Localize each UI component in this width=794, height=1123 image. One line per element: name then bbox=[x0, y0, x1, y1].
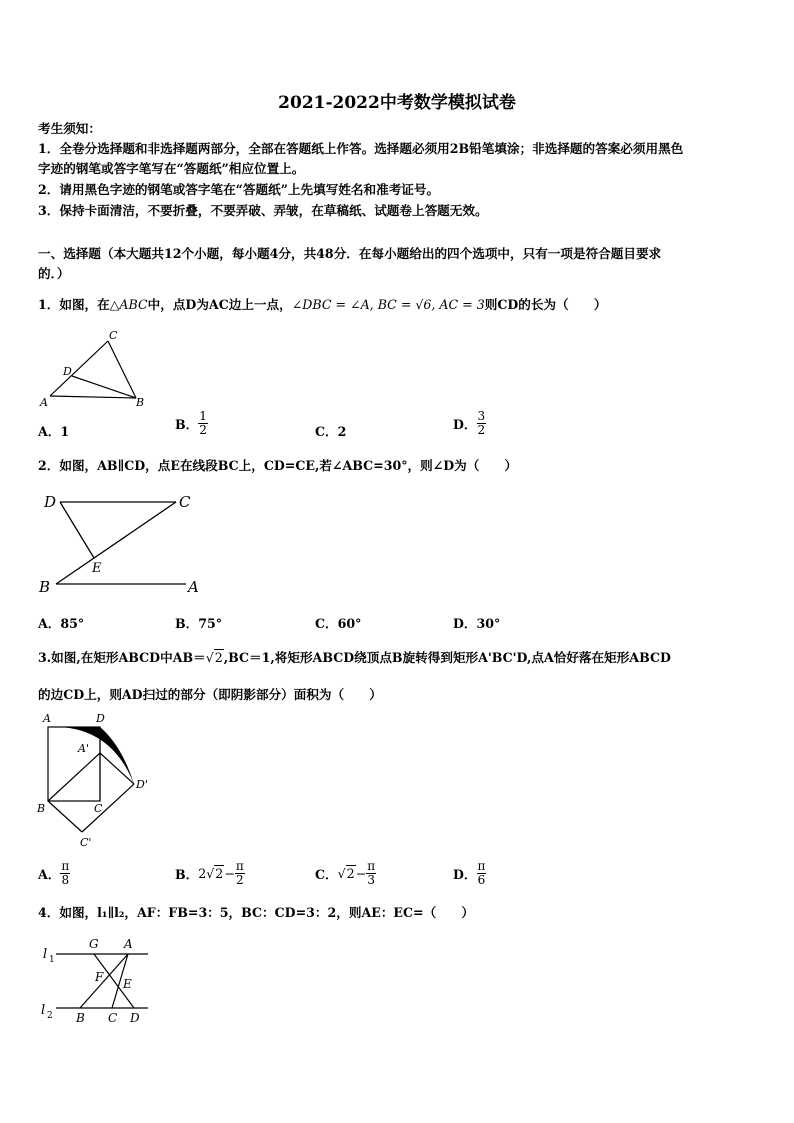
q3-label-a-prime: A' bbox=[78, 742, 89, 755]
notice-item-1: 1．全卷分选择题和非选择题两部分，全部在答题纸上作答。选择题必须用2B铅笔填涂；非选择题的答案必须用黑色 bbox=[38, 141, 684, 156]
q3-label-d: D bbox=[96, 712, 105, 725]
q3-option-b[interactable]: B．2√2− $\frac{\pi}{2}$ bbox=[175, 859, 244, 887]
q2-option-b[interactable]: B．75° bbox=[175, 616, 223, 631]
q3-option-a[interactable]: A． $\frac{\pi}{8}$ bbox=[38, 859, 70, 887]
q2-option-c[interactable]: C．60° bbox=[315, 616, 362, 631]
q3-label-c: C bbox=[94, 802, 103, 815]
q2-option-a[interactable]: A．85° bbox=[38, 616, 85, 631]
q4-label-f: F bbox=[95, 970, 104, 984]
q3-stem: 3.如图,在矩形ABCD中AB＝√2,BC＝1,将矩形ABCD绕顶点B旋转得到矩形A'BC'D,点A恰好落在矩形ABCD bbox=[38, 650, 671, 665]
q3-stem-cont: 的边CD上，则AD扫过的部分（即阴影部分）面积为（ ） bbox=[38, 687, 382, 702]
q2-label-e: E bbox=[92, 561, 102, 576]
q2-label-d: D bbox=[44, 493, 57, 511]
q4-label-l2-sub: 2 bbox=[47, 1011, 53, 1021]
q2-figure bbox=[36, 490, 206, 598]
q4-label-g: G bbox=[89, 937, 99, 951]
q1-stem: 1．如图，在△ABC中，点D为AC边上一点，∠DBC = ∠A, BC = √6, AC = 3则CD的长为（ ） bbox=[38, 297, 607, 312]
q4-label-d: D bbox=[130, 1011, 140, 1025]
q1-option-b[interactable]: B． $\frac{1}{2}$ bbox=[175, 409, 207, 437]
q3-option-c[interactable]: C．√2− $\frac{\pi}{3}$ bbox=[315, 859, 376, 887]
q3-figure bbox=[30, 708, 160, 850]
notice-heading: 考生须知： bbox=[38, 121, 101, 136]
notice-item-2: 2．请用黑色字迹的钢笔或答字笔在“答题纸”上先填写姓名和准考证号。 bbox=[38, 182, 440, 197]
page-title: 2021-2022中考数学模拟试卷 bbox=[278, 93, 516, 113]
q1-option-c[interactable]: C．2 bbox=[315, 424, 347, 439]
q4-stem: 4．如图，l₁∥l₂，AF：FB=3：5，BC：CD=3：2，则AE：EC=（ ） bbox=[38, 905, 474, 920]
notice-item-1-cont: 字迹的钢笔或答字笔写在“答题纸”相应位置上。 bbox=[38, 161, 305, 176]
q4-figure bbox=[36, 932, 166, 1028]
q4-label-a: A bbox=[124, 937, 133, 951]
q1-label-b: B bbox=[136, 396, 145, 409]
q3-label-c-prime: C' bbox=[80, 836, 92, 849]
q4-label-c: C bbox=[108, 1011, 118, 1025]
q2-label-a: A bbox=[188, 578, 199, 596]
q4-label-l1: l bbox=[43, 947, 48, 962]
q4-label-b: B bbox=[76, 1011, 85, 1025]
section-heading-cont: 的．） bbox=[38, 266, 70, 281]
q2-label-c: C bbox=[179, 493, 191, 511]
notice-item-3: 3．保持卡面清洁，不要折叠，不要弄破、弄皱，在草稿纸、试题卷上答题无效。 bbox=[38, 203, 488, 218]
q1-figure bbox=[36, 326, 156, 410]
q2-label-b: B bbox=[39, 578, 51, 596]
q3-label-d-prime: D' bbox=[136, 778, 148, 791]
q1-label-d: D bbox=[63, 365, 72, 378]
q2-option-d[interactable]: D．30° bbox=[453, 616, 501, 631]
q4-label-e: E bbox=[123, 977, 132, 991]
q1-label-c: C bbox=[109, 329, 118, 342]
q4-label-l2: l bbox=[41, 1003, 46, 1018]
q3-label-b: B bbox=[37, 802, 46, 815]
q1-option-a[interactable]: A．1 bbox=[38, 424, 70, 439]
q3-label-a: A bbox=[43, 712, 51, 725]
q3-option-d[interactable]: D． $\frac{\pi}{6}$ bbox=[453, 859, 486, 887]
q1-option-d[interactable]: D． $\frac{3}{2}$ bbox=[453, 409, 486, 437]
q2-stem: 2．如图，AB∥CD，点E在线段BC上，CD=CE,若∠ABC=30°，则∠D为（ ） bbox=[38, 458, 518, 473]
section-heading: 一、选择题（本大题共12个小题，每小题4分，共48分．在每小题给出的四个选项中，只有一项是符合题目要求 bbox=[38, 246, 662, 261]
q1-label-a: A bbox=[40, 396, 48, 409]
q4-label-l1-sub: 1 bbox=[49, 955, 55, 965]
